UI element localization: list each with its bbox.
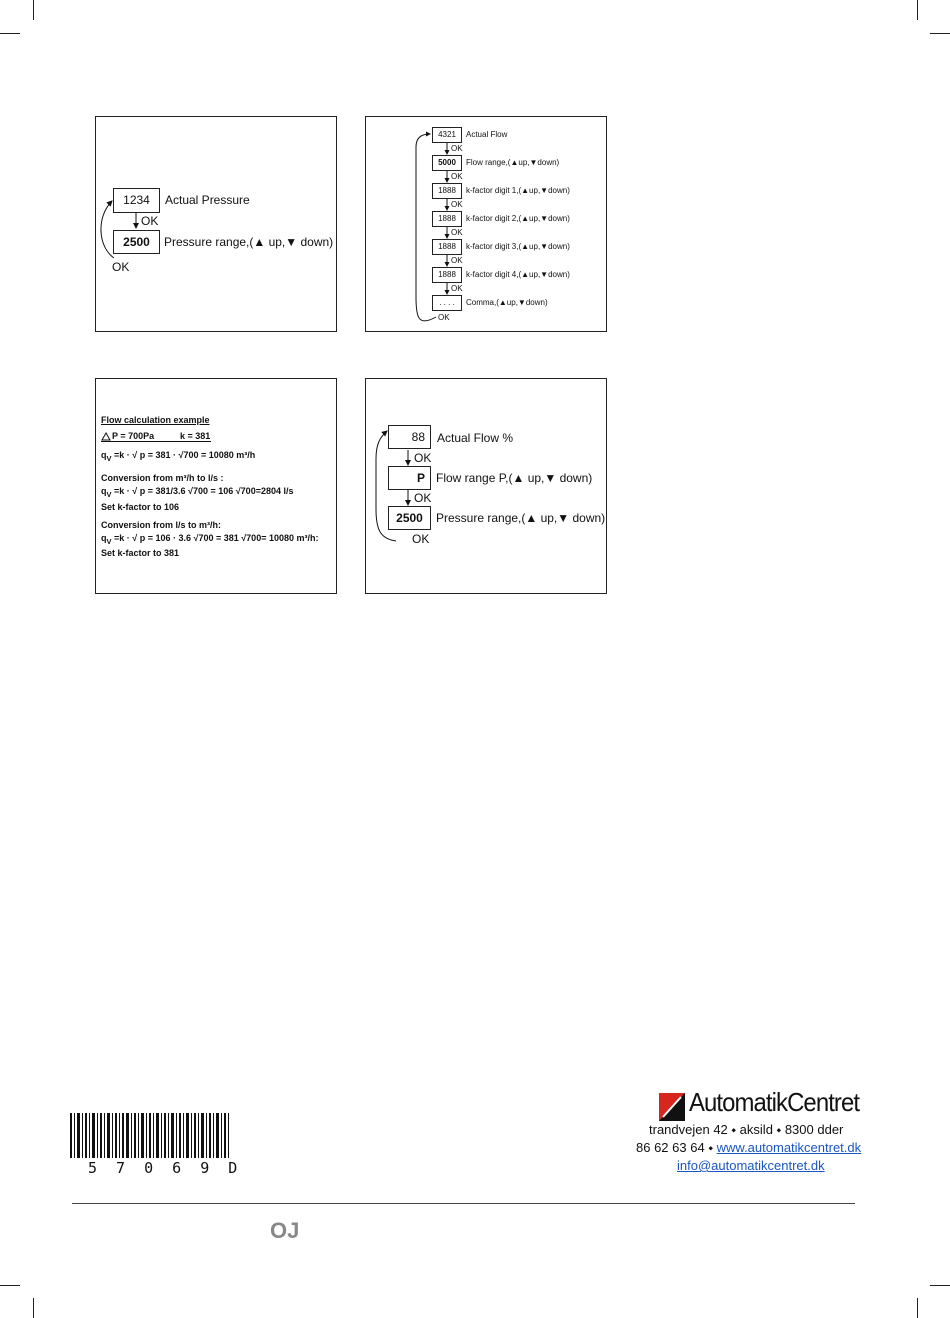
display-k-digit-1: 1888 xyxy=(432,183,462,199)
conversion-2-title: Conversion from l/s to m³/h: xyxy=(101,520,222,530)
display-pressure-range: 2500 xyxy=(113,230,160,254)
conversion-2-formula xyxy=(101,533,318,546)
ok-label: OK xyxy=(451,284,463,293)
crop-mark xyxy=(0,1285,20,1286)
crop-mark xyxy=(33,0,34,20)
k-value: k = 381 xyxy=(180,431,211,441)
crop-mark xyxy=(33,1298,34,1318)
ok-label: OK xyxy=(451,256,463,265)
qv-symbol: q xyxy=(101,450,107,460)
example-title: Flow calculation example xyxy=(101,415,210,425)
formula-text: =k · √ p = 381/3.6 √700 = 106 √700=2804 l/s xyxy=(114,486,294,496)
automatikcentret-logo-icon xyxy=(659,1093,685,1121)
company-phone: 86 62 63 64 xyxy=(636,1140,705,1155)
qv-subscript: V xyxy=(106,536,112,546)
ok-label: OK xyxy=(451,172,463,181)
crop-mark xyxy=(917,0,918,20)
display-actual-pressure: 1234 xyxy=(113,188,160,213)
flow-percent-menu-panel xyxy=(365,378,607,594)
row-label: k-factor digit 4,(▲up,▼down) xyxy=(466,270,570,279)
website-link[interactable]: www.automatikcentret.dk xyxy=(716,1140,862,1155)
qv-subscript: V xyxy=(106,453,112,463)
footer-divider xyxy=(72,1203,855,1204)
display-k-digit-2: 1888 xyxy=(432,211,462,227)
display-flow-range: 5000 xyxy=(432,155,462,171)
conversion-1-setting: Set k-factor to 106 xyxy=(101,502,180,512)
flow-arrows xyxy=(96,117,336,331)
conversion-2-setting: Set k-factor to 381 xyxy=(101,548,180,558)
ok-label: OK xyxy=(141,214,159,228)
label-pressure-range: Pressure range,(▲ up,▼ down) xyxy=(164,235,334,249)
ok-label: OK xyxy=(451,200,463,209)
row-label: Comma,(▲up,▼down) xyxy=(466,298,548,307)
ok-label: OK xyxy=(438,313,450,322)
flow-calculation-panel xyxy=(95,378,337,594)
separator-icon: ⬩ xyxy=(708,1140,713,1155)
flow-menu-panel xyxy=(365,116,607,332)
barcode-number: 5 7 0 6 9 D xyxy=(88,1159,243,1177)
oj-logo: OJ xyxy=(270,1218,300,1243)
qv-symbol: q xyxy=(101,533,107,543)
crop-mark xyxy=(930,1285,950,1286)
label-actual-flow-percent: Actual Flow % xyxy=(437,431,514,445)
company-name: AutomatikCentret xyxy=(689,1087,860,1117)
display-pressure-range: 2500 xyxy=(388,506,431,530)
crop-mark xyxy=(0,33,20,34)
formula-line xyxy=(101,450,255,463)
pressure-value: P = 700Pa xyxy=(112,431,155,441)
conversion-1-title: Conversion from m³/h to l/s : xyxy=(101,473,224,483)
ok-label: OK xyxy=(414,451,432,465)
email-link[interactable]: info@automatikcentret.dk xyxy=(677,1158,825,1173)
pressure-menu-panel xyxy=(95,116,337,332)
display-k-digit-3: 1888 xyxy=(432,239,462,255)
label-actual-pressure: Actual Pressure xyxy=(165,193,250,207)
ok-label: OK xyxy=(412,532,430,546)
ok-label: OK xyxy=(414,491,432,505)
formula-text: =k · √ p = 381 · √700 = 10080 m³/h xyxy=(114,450,256,460)
conversion-1-formula xyxy=(101,486,293,499)
label-flow-range-p: Flow range P,(▲ up,▼ down) xyxy=(436,471,593,485)
ok-label: OK xyxy=(451,228,463,237)
barcode xyxy=(70,1113,232,1158)
divider xyxy=(101,441,211,442)
formula-text: =k · √ p = 106 · 3.6 √700 = 381 √700= 10080 m³/h: xyxy=(114,533,319,543)
crop-mark xyxy=(930,33,950,34)
row-label: k-factor digit 2,(▲up,▼down) xyxy=(466,214,570,223)
company-address: trandvejen 42 ⬩ aksild ⬩ 8300 dder xyxy=(649,1122,844,1137)
display-actual-flow-percent: 88 xyxy=(388,425,431,449)
ok-label: OK xyxy=(451,144,463,153)
row-label: k-factor digit 3,(▲up,▼down) xyxy=(466,242,570,251)
display-actual-flow: 4321 xyxy=(432,127,462,143)
qv-symbol: q xyxy=(101,486,107,496)
display-comma: . . . . xyxy=(432,295,462,311)
row-label: Flow range,(▲up,▼down) xyxy=(466,158,560,167)
crop-mark xyxy=(917,1298,918,1318)
row-label: Actual Flow xyxy=(466,130,508,139)
company-contact-line xyxy=(636,1140,861,1156)
delta-icon xyxy=(101,432,111,441)
label-pressure-range: Pressure range,(▲ up,▼ down) xyxy=(436,511,606,525)
display-flow-range-p: P xyxy=(388,466,431,490)
ok-return-label: OK xyxy=(112,260,130,274)
row-label: k-factor digit 1,(▲up,▼down) xyxy=(466,186,570,195)
display-k-digit-4: 1888 xyxy=(432,267,462,283)
qv-subscript: V xyxy=(106,489,112,499)
